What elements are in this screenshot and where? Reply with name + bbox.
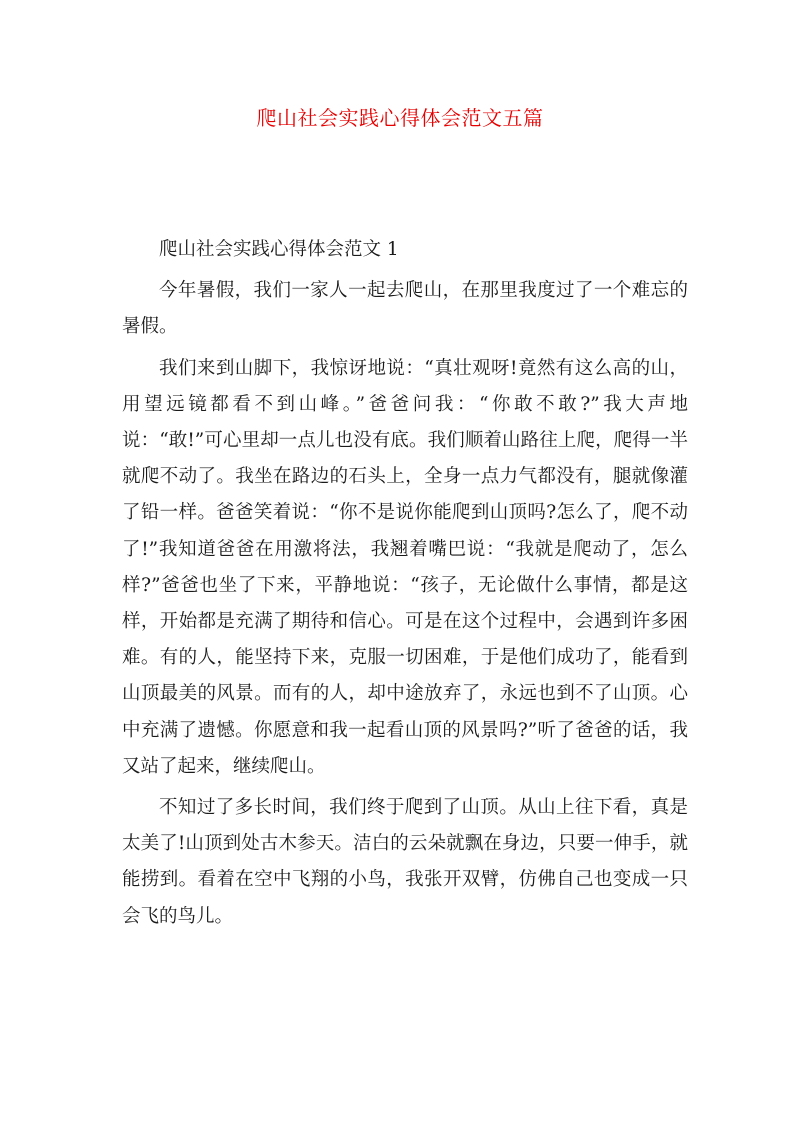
paragraph-1: 今年暑假，我们一家人一起去爬山，在那里我度过了一个难忘的暑假。: [122, 280, 688, 338]
document-body: [122, 232, 688, 940]
section-heading: 爬山社会实践心得体会范文 1: [159, 239, 399, 260]
paragraph-3: 不知过了多长时间，我们终于爬到了山顶。从山上往下看，真是太美了!山顶到处古木参天。洁白的云朵就飘在身边，只要一伸手，就能捞到。看着在空中飞翔的小鸟，我张开双臂，仿佛自己也变成一只会飞的鸟儿。: [122, 797, 688, 927]
paragraph-2: 我们来到山脚下，我惊讶地说：“真壮观呀!竟然有这么高的山，用望远镜都看不到山峰。”爸爸问我：“你敢不敢?”我大声地说：“敢!”可心里却一点儿也没有底。我们顺着山路往上爬，爬得一半就爬不动了。我坐在路边的石头上，全身一点力气都没有，腿就像灌了铅一样。爸爸笑着说：“你不是说你能爬到山顶吗?怎么了，爬不动了!”我知道爸爸在用激将法，我翘着嘴巴说：“我就是爬动了，怎么样?”爸爸也坐了下来，平静地说：“孩子，无论做什么事情，都是这样，开始都是充满了期待和信心。可是在这个过程中，会遇到许多困难。有的人，能坚持下来，克服一切困难，于是他们成功了，能看到山顶最美的风景。而有的人，却中途放弃了，永远也到不了山顶。心中充满了遗憾。你愿意和我一起看山顶的风景吗?”听了爸爸的话，我又站了起来，继续爬山。: [122, 357, 688, 777]
document-title: 爬山社会实践心得体会范文五篇: [256, 106, 544, 130]
